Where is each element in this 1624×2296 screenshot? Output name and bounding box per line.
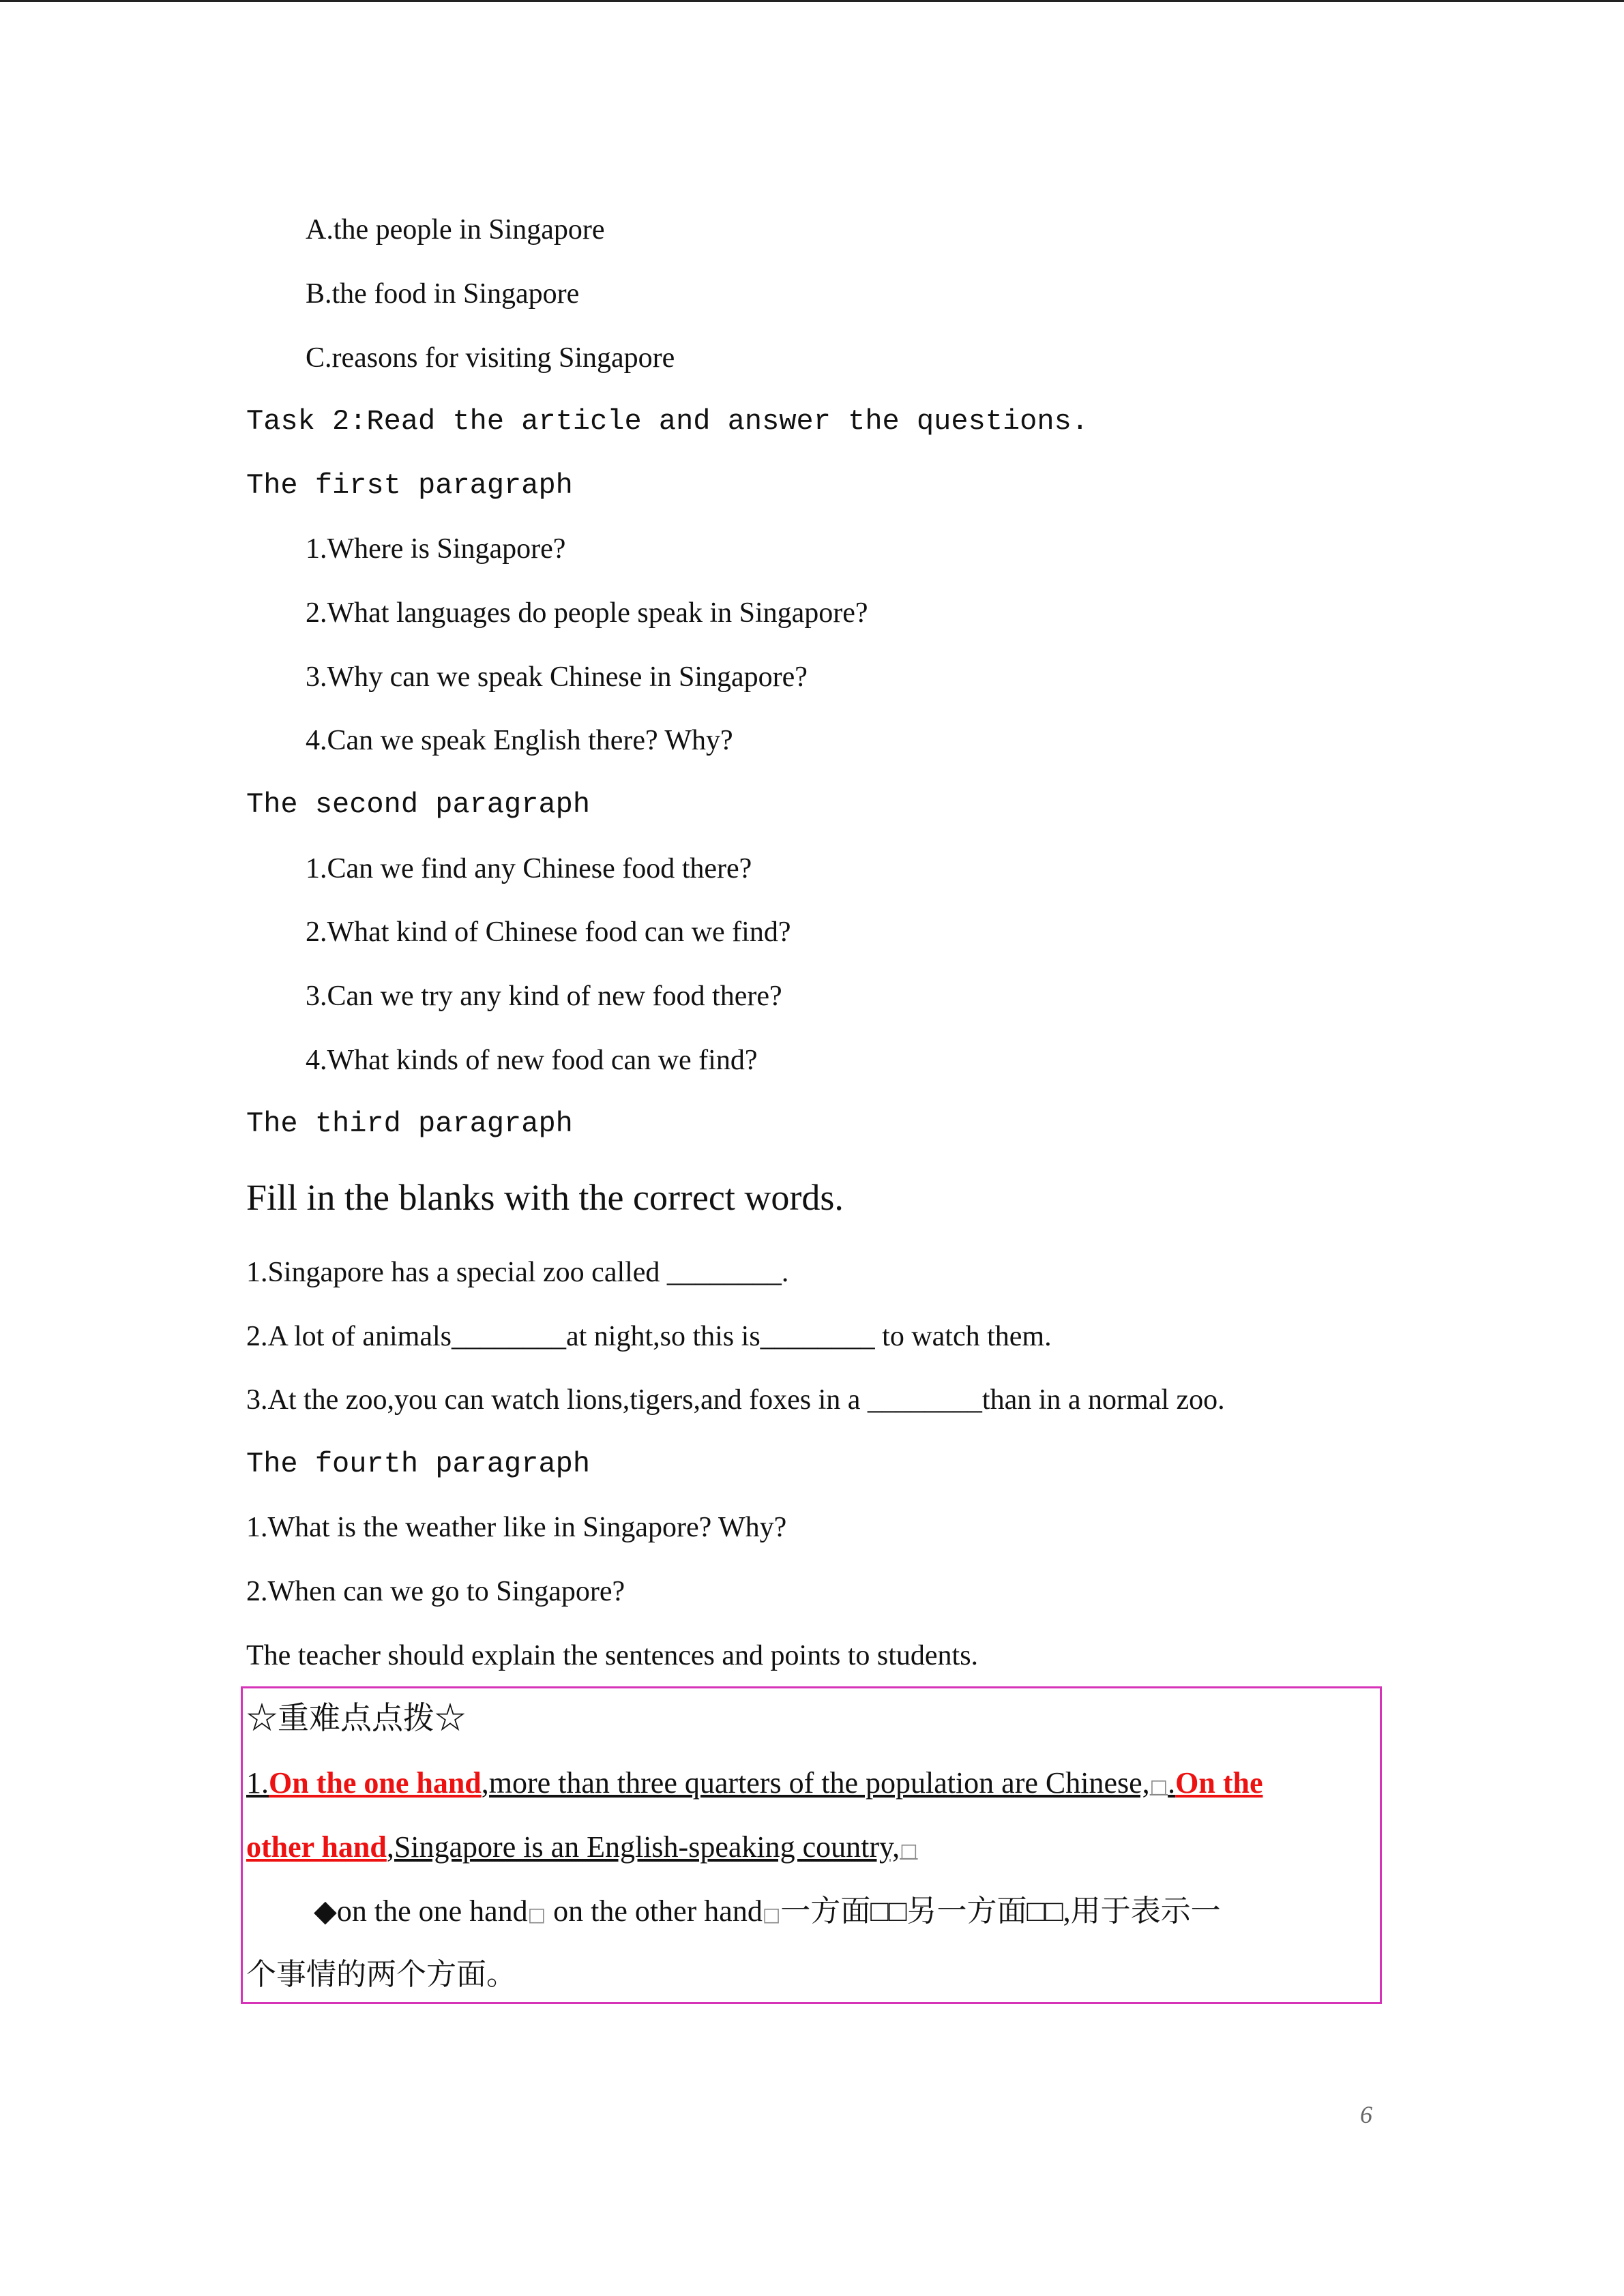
para2-title: The second paragraph [246, 788, 591, 821]
phrase-on-the-one-hand: On the one hand [269, 1766, 482, 1800]
para2-question: 3.Can we try any kind of new food there? [306, 981, 782, 1012]
sentence-text: ,Singapore is an English-speaking country, [386, 1830, 900, 1864]
blank-item: 3.At the zoo,you can watch lions,tigers,and foxes in a ________than in a normal zoo. [246, 1384, 1225, 1416]
phrase-on-the: On the [1175, 1766, 1263, 1800]
phrase-other-hand: other hand [246, 1830, 387, 1864]
task2-heading: Task 2:Read the article and answer the questions. [246, 405, 1089, 438]
page-number: 6 [1360, 2101, 1372, 2128]
para1-question: 2.What languages do people speak in Singapore? [306, 597, 868, 629]
para4-question: 1.What is the weather like in Singapore? Why? [246, 1512, 787, 1543]
para4-question: 2.When can we go to Singapore? [246, 1576, 625, 1607]
missing-glyph: □ [900, 1839, 918, 1862]
para2-question: 4.What kinds of new food can we find? [306, 1045, 758, 1076]
para1-question: 1.Where is Singapore? [306, 533, 566, 565]
option-a: A.the people in Singapore [306, 214, 605, 245]
missing-glyph: □ [527, 1903, 546, 1926]
blank-item: 2.A lot of animals________at night,so this is________ to watch them. [246, 1321, 1052, 1352]
sentence-text: ,more than three quarters of the population are Chinese, [481, 1766, 1150, 1800]
para3-title: The third paragraph [246, 1107, 573, 1140]
keypoint-explanation-cont: 个事情的两个方面。 [246, 1958, 516, 1991]
period: . [1168, 1766, 1176, 1800]
keypoint-explanation [314, 1891, 1221, 1935]
teacher-note: The teacher should explain the sentences and points to students. [246, 1640, 979, 1671]
chinese-explanation: 一方面□□另一方面□□,用于表示一 [780, 1894, 1221, 1928]
para1-question: 4.Can we speak English there? Why? [306, 725, 733, 756]
diamond-bullet-icon: ◆ [314, 1894, 337, 1928]
missing-glyph: □ [762, 1903, 781, 1926]
phrase-text: on the other hand [546, 1894, 763, 1928]
option-c: C.reasons for visiting Singapore [306, 342, 675, 374]
phrase-text: on the one hand [336, 1894, 528, 1928]
keypoint-line-2 [246, 1827, 918, 1871]
blank-item: 1.Singapore has a special zoo called ________. [246, 1257, 789, 1288]
para3-instruction: Fill in the blanks with the correct words. [246, 1177, 844, 1218]
keypoint-line-1 [246, 1763, 1263, 1807]
top-border [0, 0, 1624, 2]
option-b: B.the food in Singapore [306, 278, 580, 310]
para1-question: 3.Why can we speak Chinese in Singapore? [306, 661, 808, 693]
para1-title: The first paragraph [246, 469, 573, 502]
item-number: 1. [246, 1766, 269, 1800]
missing-glyph: □ [1149, 1775, 1168, 1798]
para4-title: The fourth paragraph [246, 1448, 591, 1480]
keypoints-heading: ☆重难点点拨☆ [246, 1701, 466, 1735]
para2-question: 2.What kind of Chinese food can we find? [306, 916, 791, 948]
para2-question: 1.Can we find any Chinese food there? [306, 853, 752, 884]
